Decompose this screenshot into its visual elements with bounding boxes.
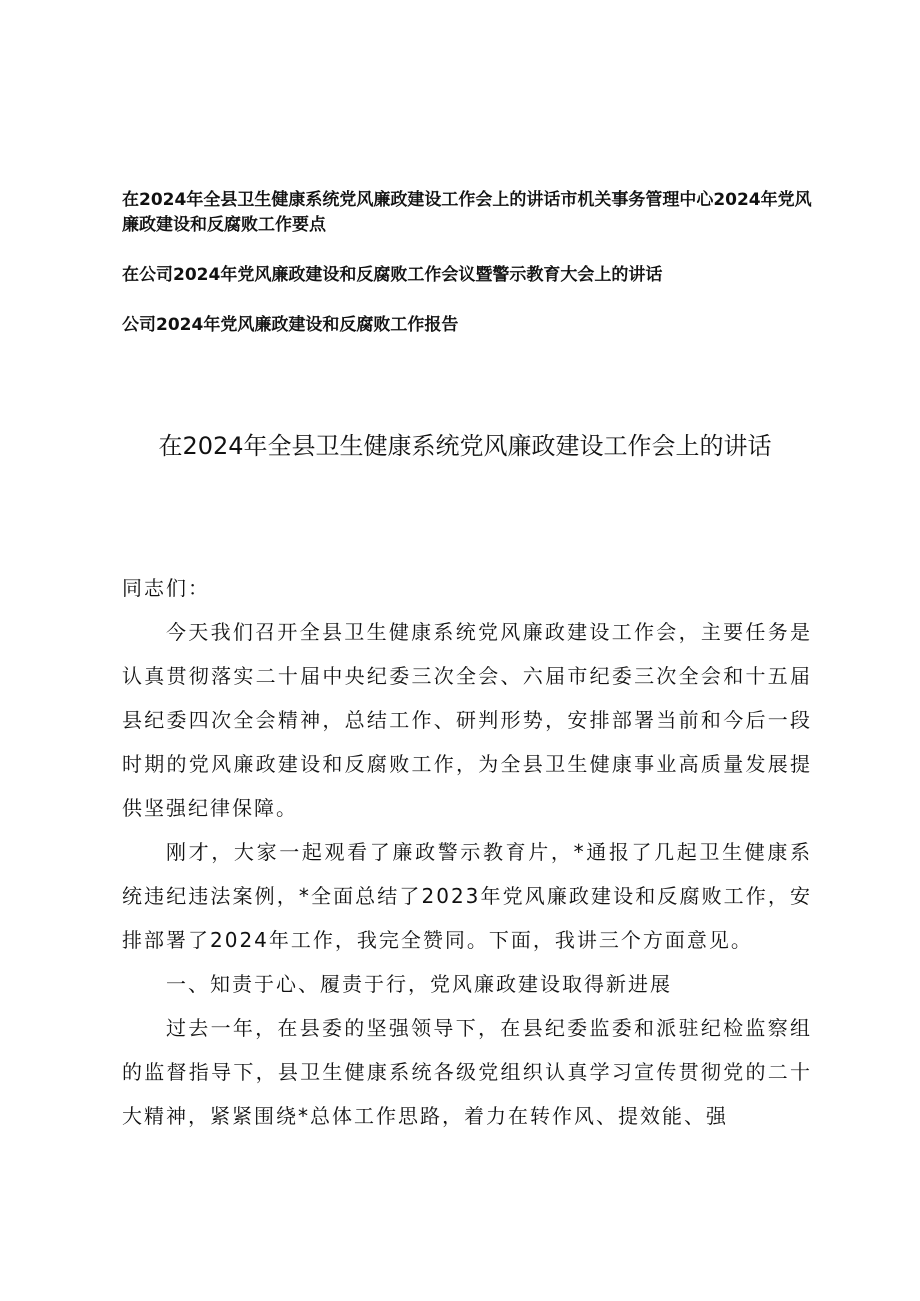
salutation: 同志们： xyxy=(122,576,210,600)
paragraph-3: 过去一年，在县委的坚强领导下，在县纪委监委和派驻纪检监察组的监督指导下，县卫生健康系统各级党组织认真学习宣传贯彻党的二十大精神，紧紧围绕*总体工作思路，着力在转作风、提效能、强 xyxy=(122,1016,812,1128)
speech-title: 在2024年全县卫生健康系统党风廉政建设工作会上的讲话 xyxy=(158,432,772,460)
table-of-contents xyxy=(122,188,822,363)
toc-item-1[interactable]: 在2024年全县卫生健康系统党风廉政建设工作会上的讲话市机关事务管理中心2024年党风廉政建设和反腐败工作要点 xyxy=(122,190,812,235)
speech-body xyxy=(122,566,812,1138)
paragraph-2: 刚才，大家一起观看了廉政警示教育片，*通报了几起卫生健康系统违纪违法案例，*全面总结了2023年党风廉政建设和反腐败工作，安排部署了2024年工作，我完全赞同。下面，我讲三个方面意见。 xyxy=(122,840,812,952)
section-heading-1: 一、知责于心、履责于行，党风廉政建设取得新进展 xyxy=(166,972,672,996)
toc-item-2[interactable]: 在公司2024年党风廉政建设和反腐败工作会议暨警示教育大会上的讲话 xyxy=(122,265,663,285)
toc-item-3[interactable]: 公司2024年党风廉政建设和反腐败工作报告 xyxy=(122,315,459,335)
paragraph-1: 今天我们召开全县卫生健康系统党风廉政建设工作会，主要任务是认真贯彻落实二十届中央纪委三次全会、六届市纪委三次全会和十五届县纪委四次全会精神，总结工作、研判形势，安排部署当前和今后一段时期的党风廉政建设和反腐败工作，为全县卫生健康事业高质量发展提供坚强纪律保障。 xyxy=(122,620,812,820)
